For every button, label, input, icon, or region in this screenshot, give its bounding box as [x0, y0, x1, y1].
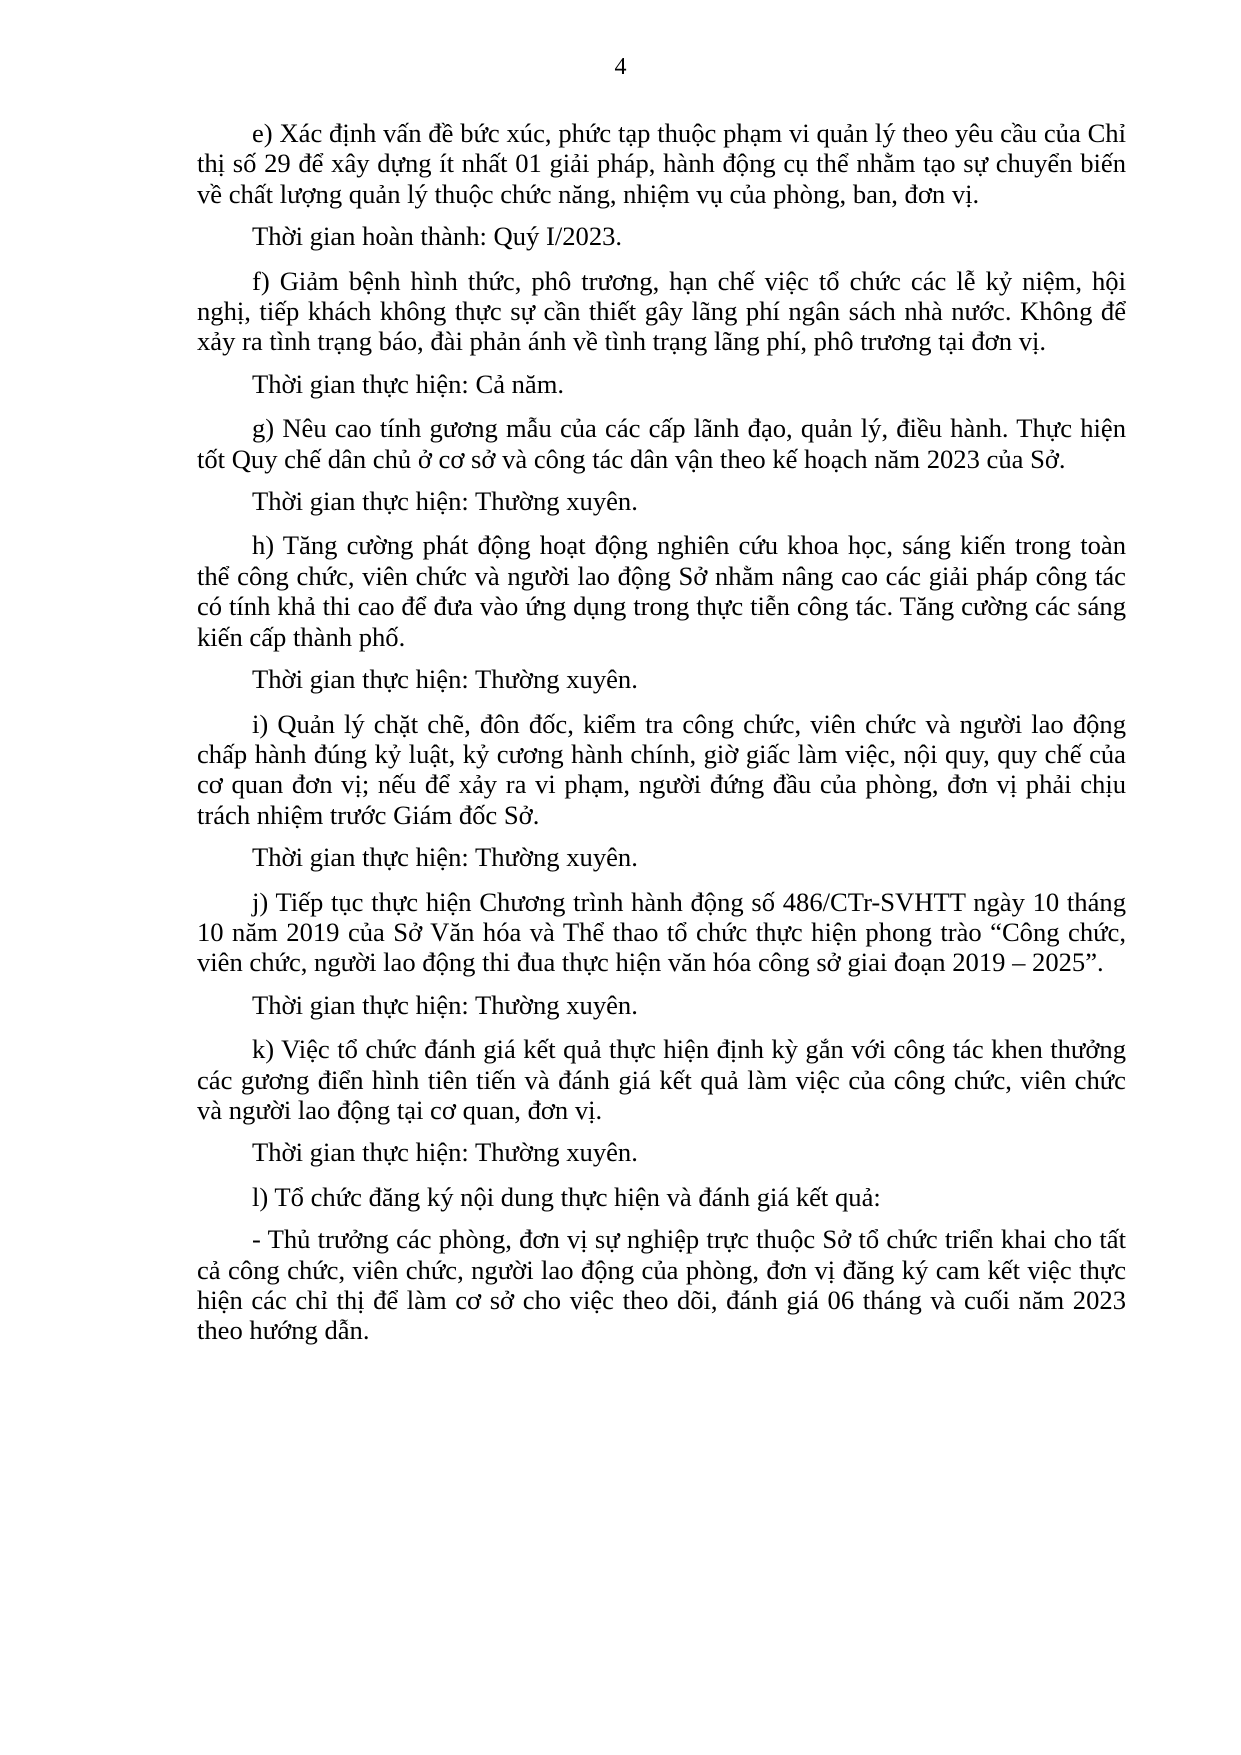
paragraph-deadline-h: Thời gian thực hiện: Thường xuyên. [252, 664, 638, 695]
paragraph-item-e: e) Xác định vấn đề bức xúc, phức tạp thuộc phạm vi quản lý theo yêu cầu của Chỉ thị số 29 để xây dựng ít nhất 01 giải pháp, hành động cụ thể nhằm tạo sự chuyển biến về chất lượng quản lý thuộc chức năng, nhiệm vụ của phòng, ban, đơn vị. [197, 118, 1126, 209]
paragraph-deadline-e: Thời gian hoàn thành: Quý I/2023. [252, 221, 623, 252]
page-number: 4 [614, 54, 627, 80]
paragraph-item-g: g) Nêu cao tính gương mẫu của các cấp lãnh đạo, quản lý, điều hành. Thực hiện tốt Quy chế dân chủ ở cơ sở và công tác dân vận theo kế hoạch năm 2023 của Sở. [197, 413, 1126, 474]
paragraph-deadline-k: Thời gian thực hiện: Thường xuyên. [252, 1137, 638, 1168]
paragraph-item-k: k) Việc tổ chức đánh giá kết quả thực hiện định kỳ gắn với công tác khen thưởng các gương điển hình tiên tiến và đánh giá kết quả làm việc của công chức, viên chức và người lao động tại cơ quan, đơn vị. [197, 1034, 1126, 1125]
paragraph-deadline-g: Thời gian thực hiện: Thường xuyên. [252, 486, 638, 517]
paragraph-item-i: i) Quản lý chặt chẽ, đôn đốc, kiểm tra công chức, viên chức và người lao động chấp hành đúng kỷ luật, kỷ cương hành chính, giờ giấc làm việc, nội quy, quy chế của cơ quan đơn vị; nếu để xảy ra vi phạm, người đứng đầu của phòng, đơn vị phải chịu trách nhiệm trước Giám đốc Sở. [197, 708, 1126, 830]
paragraph-item-f: f) Giảm bệnh hình thức, phô trương, hạn chế việc tổ chức các lễ kỷ niệm, hội nghị, tiếp khách không thực sự cần thiết gây lãng phí ngân sách nhà nước. Không để xảy ra tình trạng báo, đài phản ánh về tình trạng lãng phí, phô trương tại đơn vị. [197, 265, 1126, 357]
paragraph-bullet-l: - Thủ trưởng các phòng, đơn vị sự nghiệp trực thuộc Sở tổ chức triển khai cho tất cả công chức, viên chức, người lao động của phòng, đơn vị đăng ký cam kết việc thực hiện các chỉ thị để làm cơ sở cho việc theo dõi, đánh giá 06 tháng và cuối năm 2023 theo hướng dẫn. [197, 1224, 1126, 1346]
paragraph-item-j: j) Tiếp tục thực hiện Chương trình hành động số 486/CTr-SVHTT ngày 10 tháng 10 năm 2019 của Sở Văn hóa và Thể thao tổ chức thực hiện phong trào “Công chức, viên chức, người lao động thi đua thực hiện văn hóa công sở giai đoạn 2019 – 2025”. [197, 886, 1126, 978]
paragraph-deadline-j: Thời gian thực hiện: Thường xuyên. [252, 989, 638, 1020]
paragraph-deadline-i: Thời gian thực hiện: Thường xuyên. [252, 842, 638, 873]
document-body [197, 118, 1126, 1358]
paragraph-item-l: l) Tổ chức đăng ký nội dung thực hiện và đánh giá kết quả: [252, 1181, 881, 1212]
paragraph-deadline-f: Thời gian thực hiện: Cả năm. [252, 368, 565, 399]
paragraph-item-h: h) Tăng cường phát động hoạt động nghiên cứu khoa học, sáng kiến trong toàn thể công chức, viên chức và người lao động Sở nhằm nâng cao các giải pháp công tác có tính khả thi cao để đưa vào ứng dụng trong thực tiễn công tác. Tăng cường các sáng kiến cấp thành phố. [197, 530, 1126, 652]
